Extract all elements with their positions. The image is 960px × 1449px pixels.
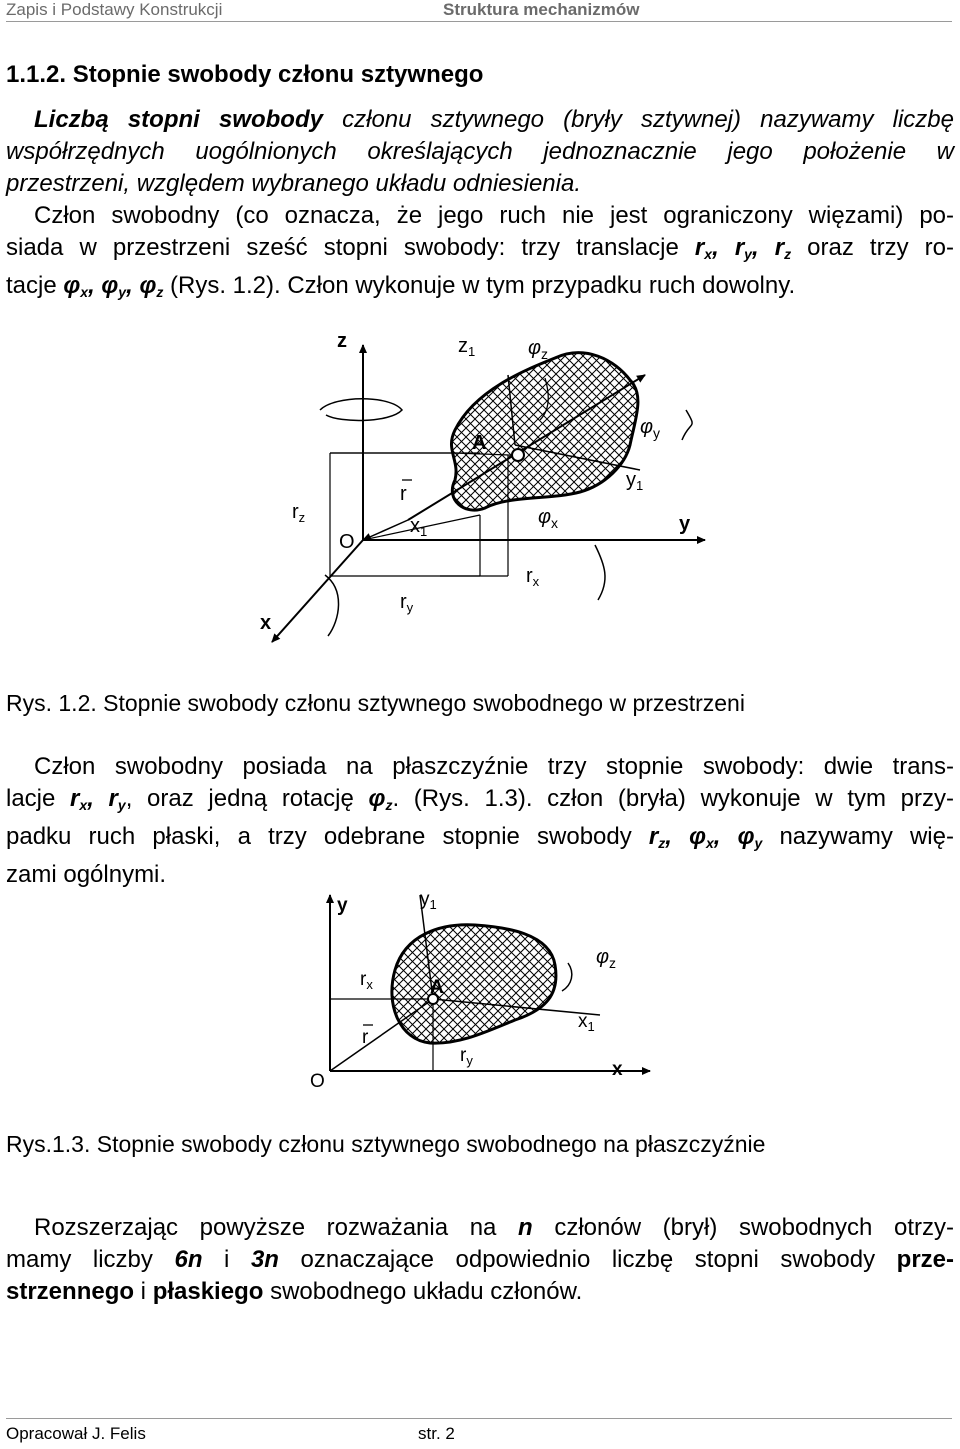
- symbol-ry: $r_y$: [734, 234, 752, 262]
- figure-caption-2: Rys.1.3. Stopnie swobody członu sztywnego swobodnego na płaszczyźnie: [6, 1131, 766, 1157]
- text: nazywamy wię-: [762, 823, 954, 850]
- text: tacje: [6, 272, 64, 299]
- label-ry: $r_y$: [460, 1045, 473, 1068]
- label-rz: $r_z$: [292, 501, 306, 525]
- para-line: [6, 232, 954, 270]
- symbol-phiz: $\varphi_z$: [368, 785, 393, 813]
- text: siada w przestrzeni sześć stopni swobody: trzy translacje: [6, 234, 695, 261]
- text: oraz trzy ro-: [791, 234, 955, 261]
- rotation-z-arrow: [562, 963, 572, 991]
- sep: ,: [87, 785, 109, 812]
- symbol-rz: $r_z$: [774, 234, 792, 262]
- text: mamy liczby: [6, 1246, 175, 1273]
- label-origin: O: [310, 1071, 325, 1092]
- sep: ,: [713, 823, 738, 850]
- text: padku ruch płaski, a trzy odebrane stopnie swobody: [6, 823, 649, 850]
- figure-3d-svg: [250, 320, 720, 665]
- symbol-rz: $r_z$: [648, 823, 666, 851]
- rotation-y-arrow: [682, 410, 692, 440]
- rotation-z-arrow: [320, 399, 402, 421]
- label-x: x: [612, 1059, 623, 1080]
- rigid-body: [392, 925, 556, 1043]
- symbol-ry: $r_y$: [108, 785, 126, 813]
- para-line: Człon swobodny (co oznacza, że jego ruch nie jest ograniczony więzami) po-: [34, 202, 954, 229]
- label-r-vector: r: [400, 483, 407, 505]
- para-line: [6, 821, 954, 859]
- para-line: [6, 783, 954, 821]
- symbol-3n: 3n: [250, 1246, 279, 1273]
- page-header: [0, 0, 960, 22]
- page-footer: [0, 1418, 960, 1449]
- para-line: Człon swobodny posiada na płaszczyźnie trzy stopnie swobody: dwie trans-: [34, 753, 954, 780]
- term-bold: prze-: [896, 1246, 955, 1273]
- paragraph-planar: [6, 751, 954, 891]
- label-y: y: [679, 513, 691, 535]
- figure-planar-rigid-body: [300, 885, 660, 1095]
- label-x1: $x_1$: [578, 1011, 595, 1034]
- label-a: A: [472, 432, 487, 454]
- header-right: Struktura mechanizmów: [443, 0, 640, 19]
- term-bold: strzennego: [6, 1278, 135, 1305]
- paragraph-n-bodies: [6, 1212, 954, 1308]
- label-z1: $z_1$: [458, 335, 476, 359]
- rotation-x1-arrow: [595, 545, 605, 600]
- label-phi-z: $\varphi_z$: [528, 337, 549, 362]
- para-line: [6, 104, 954, 136]
- label-x: x: [260, 612, 272, 634]
- footer-author: Opracował J. Felis: [6, 1424, 146, 1443]
- sep: ,: [665, 823, 690, 850]
- footer-rule: [6, 1418, 952, 1419]
- text: członów (brył) swobodnych otrzy-: [532, 1214, 954, 1241]
- para-line: [6, 1276, 954, 1308]
- text: swobodnego układu członów.: [263, 1278, 583, 1305]
- symbol-phiz: $\varphi_z$: [139, 272, 164, 300]
- symbol-phiy: $\varphi_y$: [737, 823, 763, 851]
- label-y1: $y_1$: [420, 889, 437, 912]
- sep: ,: [88, 272, 102, 299]
- figure-planar-svg: [300, 885, 660, 1095]
- text: i: [134, 1278, 153, 1305]
- label-y: y: [337, 895, 348, 916]
- para-line: przestrzeni, względem wybranego układu odniesienia.: [6, 170, 581, 197]
- para-line: [6, 1212, 954, 1244]
- symbol-6n: 6n: [174, 1246, 203, 1273]
- text: , oraz jedną rotację: [125, 785, 369, 812]
- label-origin: O: [339, 531, 355, 553]
- symbol-rx: $r_x$: [694, 234, 713, 262]
- label-phi-x: $\varphi_x$: [538, 506, 559, 531]
- label-phi-y: $\varphi_y$: [640, 416, 661, 441]
- paragraph-free-body: [6, 200, 954, 308]
- section-title: 1.1.2. Stopnie swobody członu sztywnego: [6, 61, 484, 88]
- header-rule: [6, 21, 952, 22]
- text: oznaczające odpowiednio liczbę stopni swobody: [278, 1246, 897, 1273]
- term-bold: Liczbą stopni swobody: [34, 106, 323, 133]
- sep: ,: [712, 234, 735, 261]
- symbol-rx: $r_x$: [70, 785, 88, 813]
- label-rx: $r_x$: [526, 565, 540, 589]
- header-left: Zapis i Podstawy Konstrukcji: [6, 0, 223, 19]
- sep: ,: [126, 272, 140, 299]
- footer-page-number: str. 2: [418, 1424, 455, 1443]
- figure-3d-rigid-body: [250, 320, 720, 665]
- label-a: A: [430, 977, 444, 998]
- point-a: [512, 449, 524, 461]
- figure-caption-1: Rys. 1.2. Stopnie swobody członu sztywnego swobodnego w przestrzeni: [6, 690, 745, 716]
- symbol-phix: $\varphi_x$: [689, 823, 714, 851]
- label-y1: $y_1$: [626, 469, 644, 493]
- label-rx: $r_x$: [360, 969, 373, 992]
- text: Rozszerzając powyższe rozważania na: [34, 1214, 519, 1241]
- rotation-x-arrow: [325, 575, 339, 636]
- para-line: zami ogólnymi.: [6, 861, 167, 888]
- term-bold: płaskiego: [152, 1278, 264, 1305]
- label-phi-z: $\varphi_z$: [596, 946, 617, 971]
- text: i: [202, 1246, 251, 1273]
- x-axis: [272, 540, 363, 642]
- text: (Rys. 1.2). Człon wykonuje w tym przypadku ruch dowolny.: [163, 272, 796, 299]
- label-ry: $r_y$: [400, 591, 414, 615]
- label-z: z: [337, 330, 347, 352]
- label-x1: $x_1$: [410, 515, 428, 539]
- paragraph-definition: [6, 104, 954, 200]
- para-line: [6, 270, 954, 308]
- symbol-phix: $\varphi_x$: [63, 272, 89, 300]
- position-vector-r: [363, 520, 408, 540]
- text: . (Rys. 1.3). człon (bryła) wykonuje w tym przy-: [392, 785, 954, 812]
- label-r-vector: r: [362, 1027, 369, 1048]
- text: lacje: [6, 785, 71, 812]
- sep: ,: [751, 234, 775, 261]
- symbol-n: n: [518, 1214, 533, 1241]
- text: członu sztywnego (bryły sztywnej) nazywamy liczbę: [322, 106, 954, 133]
- para-line: współrzędnych uogólnionych określających jednoznacznie jego położenie w: [6, 138, 954, 165]
- para-line: [6, 1244, 954, 1276]
- symbol-phiy: $\varphi_y$: [101, 272, 127, 300]
